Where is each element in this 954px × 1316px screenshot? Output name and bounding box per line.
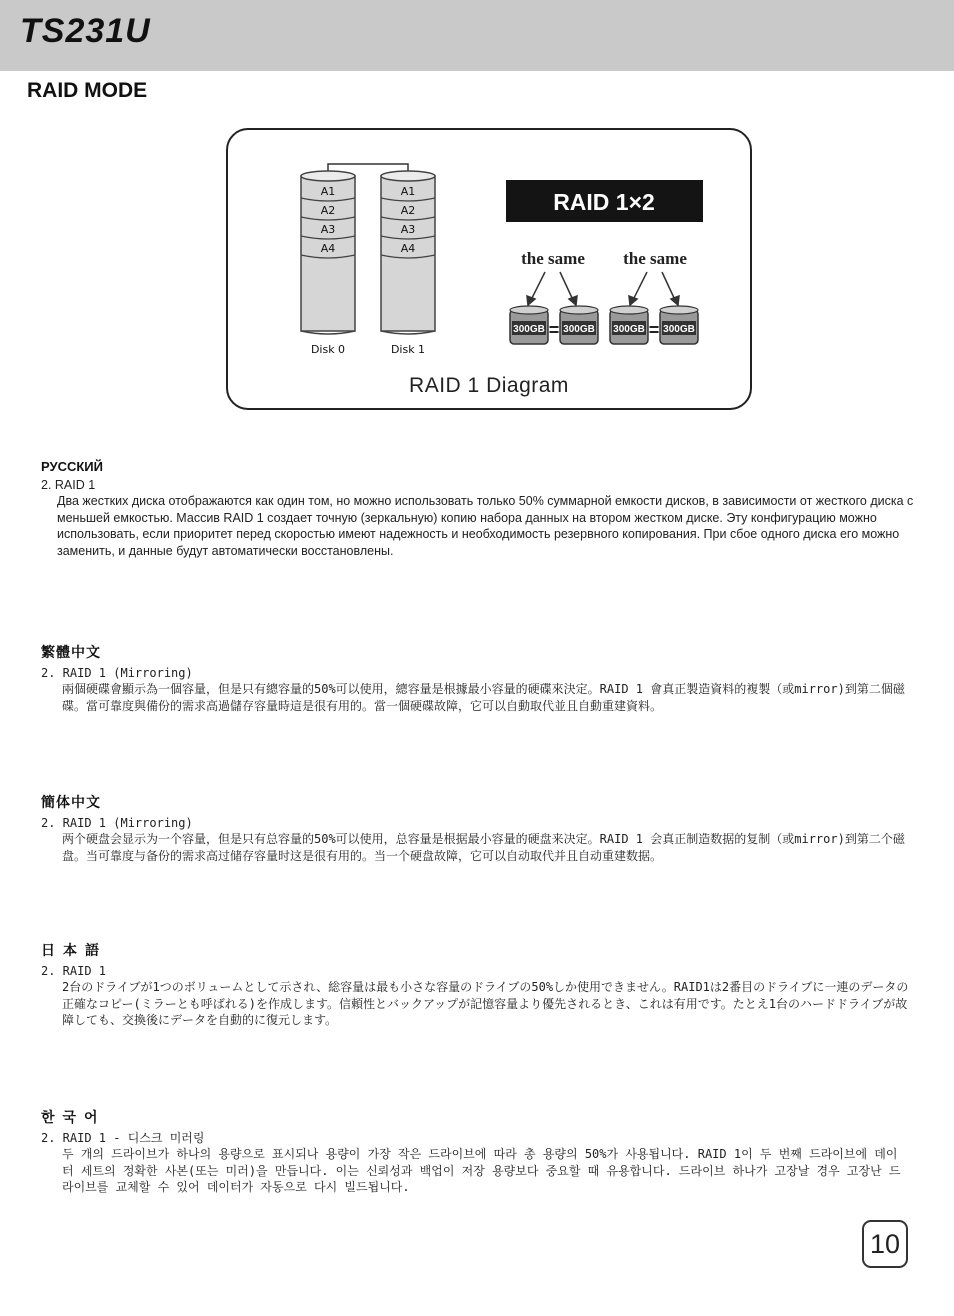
russian-item: 2. RAID 1 [41, 478, 96, 492]
disk-0-block-4: A4 [320, 242, 336, 255]
page-number: 10 [862, 1220, 908, 1268]
equals-sign-1: = [548, 320, 560, 340]
raid-banner [506, 180, 703, 222]
capacity-disk-1 [510, 306, 548, 344]
brand-title: TS231U [20, 12, 151, 50]
capacity-label-4: 300GB [663, 324, 695, 335]
section-simplified-chinese [41, 792, 921, 864]
korean-item: 2. RAID 1 - 디스크 미러링 [41, 1131, 205, 1145]
header-bar [0, 0, 954, 71]
disk-1-label: Disk 1 [390, 343, 426, 356]
capacity-label-3: 300GB [613, 324, 645, 335]
korean-body: 두 개의 드라이브가 하나의 용량으로 표시되나 용량이 가장 작은 드라이브에 따라 총 용량의 50%가 사용됩니다. RAID 1이 두 번째 드라이브에 데이터 세트의 정확한 사본(또는 미러)을 만듭니다. 이는 신뢰성과 백업이 저장 용량보다 중요할 때 유용합니다. 드라이브 하나가 고장날 경우 고장난 드라이브를 교체할 수 있어 데이터가 자동으로 다시 빌드됩니다. [62, 1147, 901, 1194]
japanese-body: 2台のドライブが1つのボリュームとして示され、総容量は最も小さな容量のドライブの50%しか使用できません。RAID1は2番目のドライブに一連のデータの正確なコピー(ミラーとも呼ばれる)を作成します。信頼性とバックアップが記憶容量より優先されるとき、これは有用です。たとえ1台のハードドライブが故障しても、交換後にデータを自動的に復元します。 [62, 980, 909, 1027]
capacity-label-1: 300GB [513, 324, 545, 335]
traditional-chinese-title: 繁體中文 [41, 644, 101, 660]
traditional-chinese-body: 兩個硬碟會顯示為一個容量，但是只有總容量的50%可以使用，總容量是根據最小容量的硬碟來決定。RAID 1 會真正製造資料的複製（或mirror)到第二個磁碟。當可靠度與備份的需求高過儲存容量時這是很有用的。當一個硬碟故障，它可以自動取代並且自動重建資料。 [62, 682, 905, 713]
disk-1-block-2: A2 [400, 204, 416, 217]
disk-0-block-1: A1 [320, 185, 336, 198]
raid-1-diagram [298, 158, 708, 363]
section-traditional-chinese [41, 642, 921, 714]
equals-sign-2: = [648, 320, 660, 340]
korean-title: 한국어 [41, 1109, 106, 1125]
capacity-label-2: 300GB [563, 324, 595, 335]
disk-0 [301, 171, 355, 356]
japanese-title: 日本語 [41, 942, 107, 958]
disk-1-block-3: A3 [400, 223, 416, 236]
raid-banner-text: RAID 1×2 [553, 189, 655, 215]
capacity-disk-3 [610, 306, 648, 344]
section-korean [41, 1107, 921, 1196]
simplified-chinese-body: 两个硬盘会显示为一个容量，但是只有总容量的50%可以使用，总容量是根据最小容量的硬盘来决定。RAID 1 会真正制造数据的复制（或mirror)到第二个磁盘。当可靠度与备份的需求高过储存容量时这是很有用的。当一个硬盘故障，它可以自动取代并且自动重建数据。 [62, 832, 905, 863]
arrows [527, 272, 679, 305]
disk-0-label: Disk 0 [310, 343, 346, 356]
disk-0-block-2: A2 [320, 204, 336, 217]
simplified-chinese-item: 2. RAID 1 (Mirroring) [41, 816, 193, 830]
disk-0-block-3: A3 [320, 223, 336, 236]
diagram-caption: RAID 1 Diagram [409, 374, 569, 397]
disk-1-block-1: A1 [400, 185, 416, 198]
capacity-disk-2 [560, 306, 598, 344]
japanese-item: 2. RAID 1 [41, 964, 107, 978]
russian-title: РУССКИЙ [41, 459, 103, 474]
same-label-2: the same [623, 249, 687, 268]
simplified-chinese-title: 簡体中文 [41, 794, 101, 810]
traditional-chinese-item: 2. RAID 1 (Mirroring) [41, 666, 193, 680]
capacity-disk-4 [660, 306, 698, 344]
section-russian [41, 459, 921, 559]
disk-1 [381, 171, 435, 356]
section-japanese [41, 940, 921, 1029]
russian-body: Два жестких диска отображаются как один том, но можно использовать только 50% суммарной емкости дисков, в зависимости от жесткого диска с меньшей емкостью. Массив RAID 1 создает точную (зеркальную) копию набора данных на втором жестком диске. Эту конфигурацию можно использовать, если приоритет перед скоростью имеют надежность и необходимость резервного копирования. При сбое одного диска его можно заменить, и данные будут автоматически восстановлены. [57, 494, 914, 558]
disk-1-block-4: A4 [400, 242, 416, 255]
section-title: RAID MODE [27, 79, 148, 102]
same-label-1: the same [521, 249, 585, 268]
raid-diagram-box [226, 128, 752, 410]
